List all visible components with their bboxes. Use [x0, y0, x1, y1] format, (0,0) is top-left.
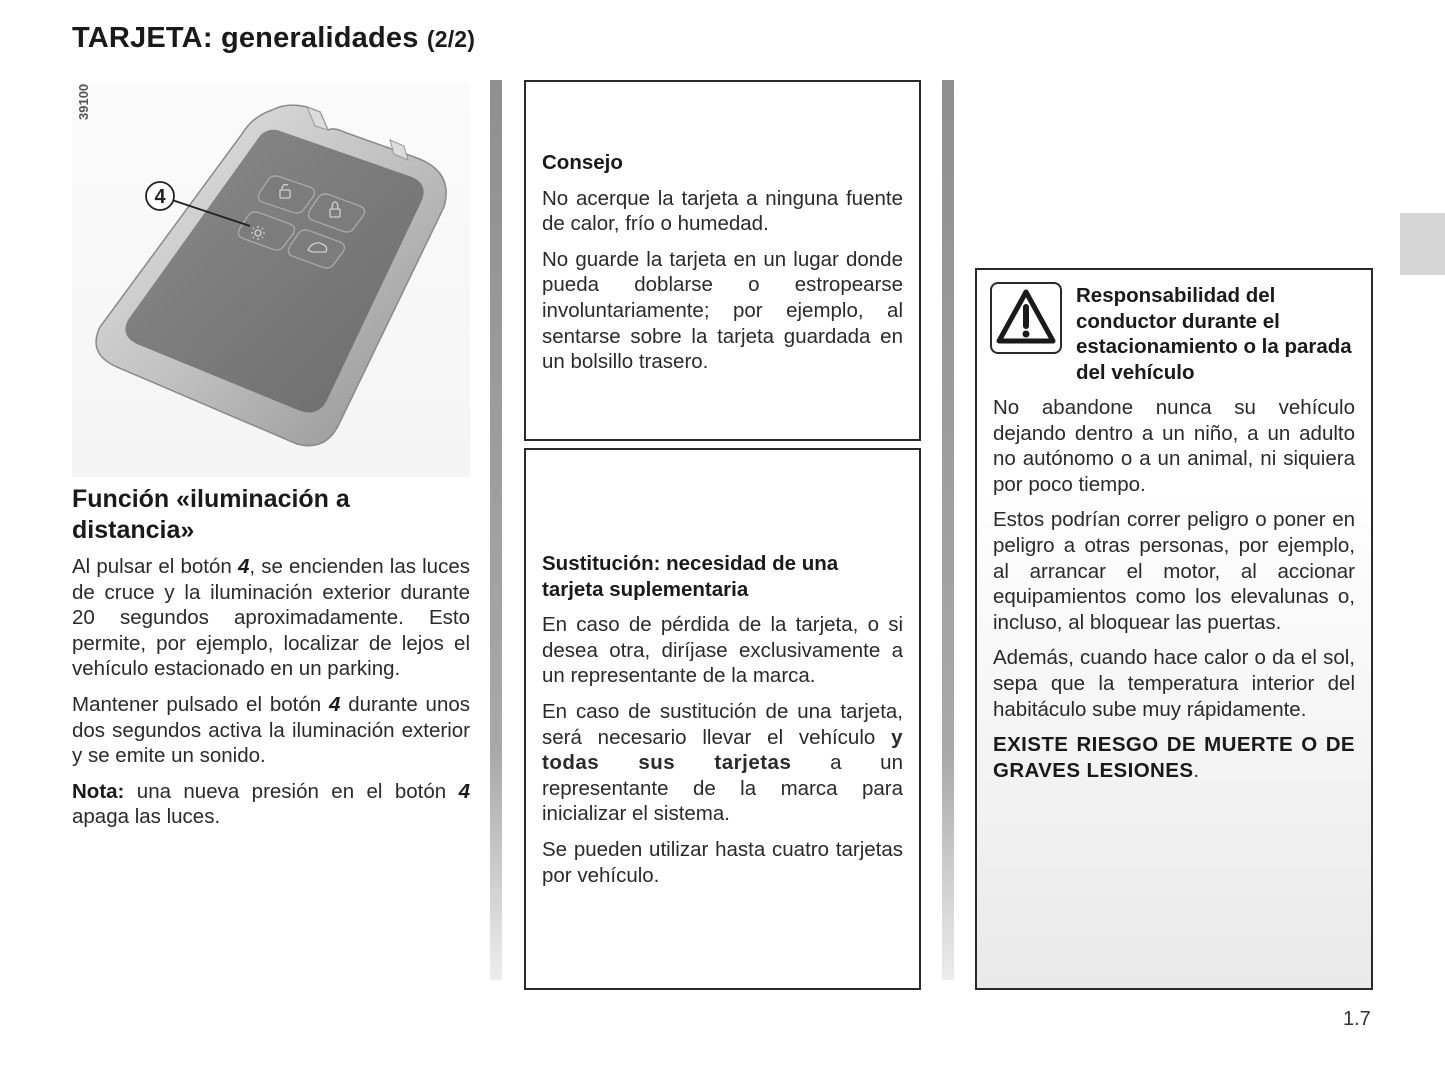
column-divider-right [942, 80, 954, 980]
replacement-heading: Sustitución: necesidad de una tarjeta suplementaria [542, 552, 839, 601]
function-p1-text-b: , se encienden las luces de cruce y la iluminación exterior durante 20 segundos aproximadamente. Esto permite, por ejemplo, localizar de lejos el vehículo estacionado en un parking. [72, 555, 470, 681]
page-title-text: TARJETA: generalidades [72, 22, 419, 54]
function-p1-button-ref: 4 [237, 555, 250, 578]
note-text-b: apaga las luces. [72, 805, 221, 829]
function-note [72, 779, 470, 830]
warning-box [975, 268, 1373, 990]
warning-risk-statement [993, 732, 1355, 783]
callout-number: 4 [154, 186, 166, 208]
advice-box [524, 80, 921, 441]
function-p2-button-ref: 4 [328, 692, 341, 716]
page-part: (2/2) [426, 26, 476, 52]
page-number: 1.7 [1343, 1008, 1371, 1030]
warning-risk-end: . [1193, 758, 1200, 782]
key-card-figure [72, 82, 470, 477]
function-paragraph-1 [72, 554, 470, 682]
warning-risk-text: EXISTE RIESGO DE MUERTE O DE GRAVES LESIONES [993, 733, 1355, 782]
warning-title: Responsabilidad del conductor durante el estacionamiento o la parada del vehículo [1076, 284, 1352, 384]
chapter-side-tab [1400, 213, 1445, 275]
advice-paragraph-2: No guarde la tarjeta en un lugar donde pueda doblarse o estropearse involuntariamente; por ejemplo, al sentarse sobre la tarjeta guardada en un bolsillo trasero. [542, 247, 903, 374]
function-p2-text-b: durante unos dos segundos activa la iluminación exterior y se emite un sonido. [72, 692, 471, 768]
function-p1-text-a: Al pulsar el botón [72, 555, 238, 578]
figure-reference: 39100 [76, 83, 91, 120]
warning-paragraph-3: Además, cuando hace calor o da el sol, sepa que la temperatura interior del habitáculo sube muy rápidamente. [993, 646, 1355, 721]
replacement-box [524, 448, 921, 990]
function-heading: Función «iluminación a distancia» [72, 485, 350, 544]
replacement-paragraph-3: Se pueden utilizar hasta cuatro tarjetas por vehículo. [542, 837, 903, 887]
warning-triangle-icon [990, 282, 1062, 354]
function-p2-text-a: Mantener pulsado el botón [72, 692, 329, 716]
key-card-illustration [72, 82, 470, 477]
note-text-a: una nueva presión en el botón [124, 779, 459, 803]
advice-heading: Consejo [542, 151, 623, 174]
page-title [72, 22, 475, 55]
replacement-paragraph-2 [542, 699, 903, 827]
warning-paragraph-1: No abandone nunca su vehículo dejando dentro a un niño, a un adulto no autónomo o a un animal, ni siquiera por poco tiempo. [993, 396, 1355, 496]
note-button-ref: 4 [458, 779, 470, 803]
function-body [72, 554, 470, 840]
warning-paragraph-2: Estos podrían correr peligro o poner en peligro a otras personas, por ejemplo, al arrancar el motor, al accionar equipamientos como los elevalunas o, incluso, al bloquear las puertas. [993, 508, 1355, 634]
replacement-p2-bold: y todas sus tarjetas [542, 725, 903, 775]
replacement-p2-text-a: En caso de sustitución de una tarjeta, será necesario llevar el vehículo [542, 699, 903, 749]
advice-paragraph-1: No acerque la tarjeta a ninguna fuente de calor, frío o humedad. [542, 186, 903, 236]
note-label: Nota: [72, 779, 125, 803]
function-paragraph-2 [72, 692, 470, 769]
replacement-p2-text-b: a un representante de la marca para inicializar el sistema. [542, 751, 903, 826]
column-divider-left [490, 80, 502, 980]
replacement-paragraph-1: En caso de pérdida de la tarjeta, o si desea otra, diríjase exclusivamente a un representante de la marca. [542, 613, 903, 688]
